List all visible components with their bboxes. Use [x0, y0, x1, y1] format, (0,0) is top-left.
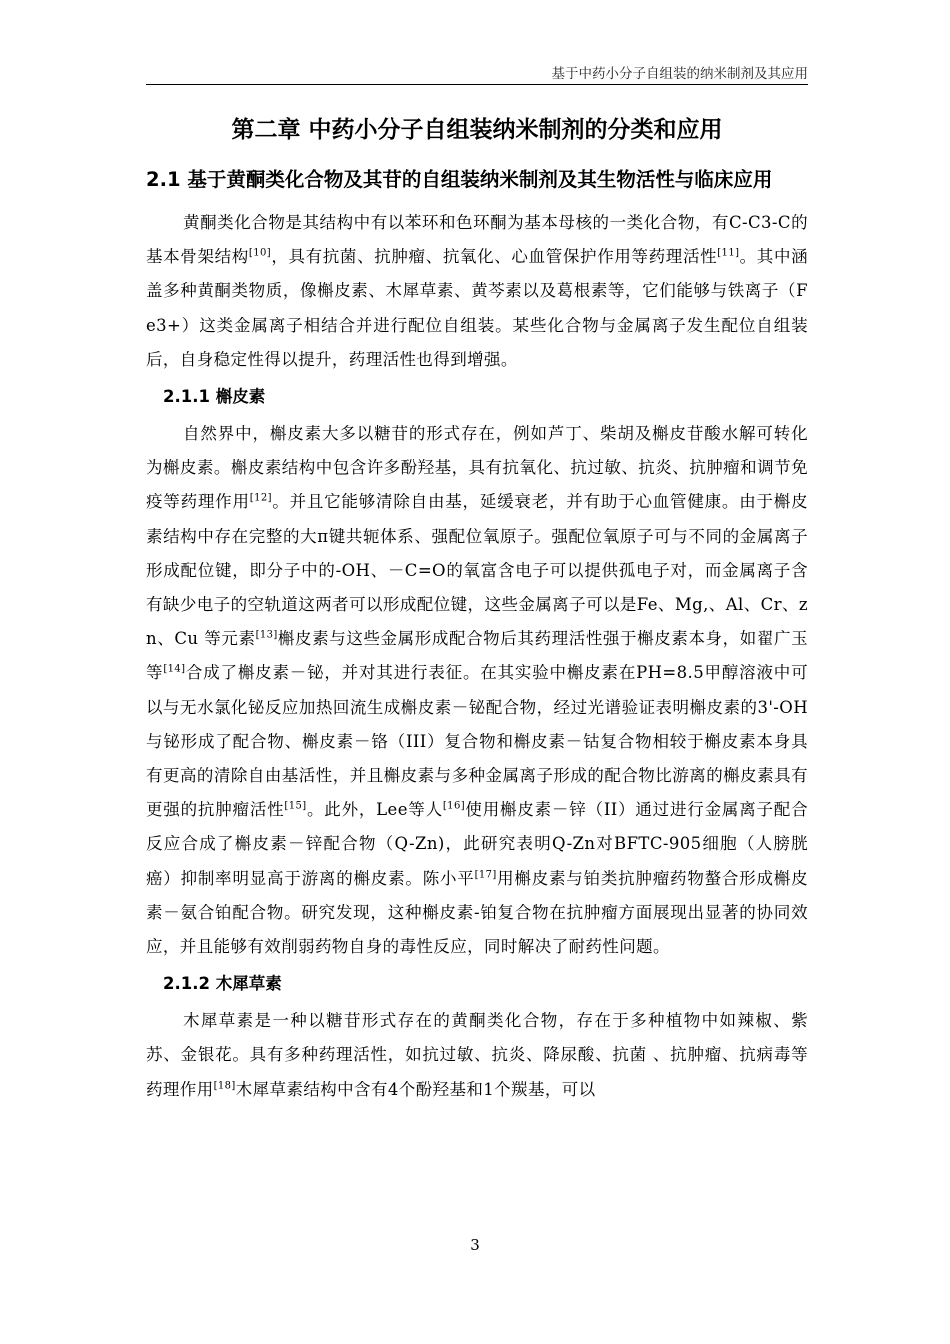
text-run: 使用槲皮素－锌（II）通过进行金属离子配合反应合成了槲皮素－锌配合物（Q-Zn)，此研究表明Q-Zn对BFTC-905细胞（人膀胱癌）抑制率明显高于游离的槲皮素。陈小平	[146, 800, 808, 888]
text-run: 。此外，Lee等人	[306, 800, 443, 820]
text-run: 木犀草素结构中含有4个酚羟基和1个羰基，可以	[235, 1079, 596, 1099]
citation: [18]	[213, 1080, 236, 1092]
citation: [17]	[474, 869, 497, 881]
citation: [15]	[284, 800, 307, 812]
subsection-title-quercetin: 2.1.1 槲皮素	[163, 387, 266, 407]
quercetin-paragraph	[146, 417, 808, 964]
header-rule	[146, 84, 808, 85]
page-number: 3	[470, 1236, 480, 1254]
text-run: 自然界中，槲皮素大多以糖苷的形式存在，例如芦丁、柴胡及槲皮苷酸水解可转化为槲皮素。槲皮素结构中包含许多酚羟基，具有抗氧化、抗过敏、抗炎、抗肿瘤和调节免疫等药理作用	[146, 424, 808, 512]
text-run: 槲皮素与这些金属形成配合物后其药理活性强于槲皮素本身，如翟广玉等	[146, 629, 808, 683]
page-body	[146, 110, 808, 1107]
luteolin-paragraph	[146, 1004, 808, 1107]
subsection-title-luteolin: 2.1.2 木犀草素	[163, 974, 282, 994]
text-run: 。其中涵盖多种黄酮类物质，像槲皮素、木犀草素、黄芩素以及葛根素等，它们能够与铁离子（Fe3+）这类金属离子相结合并进行配位自组装。某些化合物与金属离子发生配位自组装后，自身稳定性得以提升，药理活性也得到增强。	[146, 247, 808, 369]
citation: [13]	[255, 629, 278, 641]
text-run: 用槲皮素与铂类抗肿瘤药物螯合形成槲皮素－氨合铂配合物。研究发现，这种槲皮素-铂复合物在抗肿瘤方面展现出显著的协同效应，并且能够有效削弱药物自身的毒性反应，同时解决了耐药性问题。	[146, 868, 808, 957]
citation: [14]	[163, 663, 186, 675]
citation: [12]	[249, 492, 272, 504]
section-title: 2.1 基于黄酮类化合物及其苷的自组装纳米制剂及其生物活性与临床应用	[146, 168, 773, 191]
text-run: 。并且它能够清除自由基，延缓衰老，并有助于心血管健康。由于槲皮素结构中存在完整的大π键共轭体系、强配位氧原子。强配位氧原子可与不同的金属离子形成配位键，即分子中的-OH、－C=O的氧富含电子可以提供孤电子对，而金属离子含有缺少电子的空轨道这两者可以形成配位键，这些金属离子可以是Fe、Mg,、Al、Cr、zn、Cu 等元素	[146, 492, 808, 649]
text-run: 木犀草素是一种以糖苷形式存在的黄酮类化合物，存在于多种植物中如辣椒、紫苏、金银花。具有多种药理活性，如抗过敏、抗炎、降尿酸、抗菌 、抗肿瘤、抗病毒等药理作用	[146, 1011, 808, 1099]
running-header: 基于中药小分子自组装的纳米制剂及其应用	[551, 66, 808, 82]
chapter-title: 第二章 中药小分子自组装纳米制剂的分类和应用	[231, 117, 723, 143]
intro-paragraph	[146, 206, 808, 377]
citation: [11]	[717, 247, 740, 259]
citation: [16]	[442, 800, 466, 812]
text-run: 黄酮类化合物是其结构中有以苯环和色环酮为基本母核的一类化合物，有C-C3-C的基本骨架结构	[146, 213, 808, 267]
text-run: 合成了槲皮素－铋，并对其进行表征。在其实验中槲皮素在PH=8.5甲醇溶液中可以与无水氯化铋反应加热回流生成槲皮素－铋配合物，经过光谱验证表明槲皮素的3'-OH与铋形成了配合物、槲皮素－铬（III）复合物和槲皮素－钴复合物相较于槲皮素本身具有更高的清除自由基活性，并且槲皮素与多种金属离子形成的配合物比游离的槲皮素具有更强的抗肿瘤活性	[146, 663, 808, 820]
text-run: ，具有抗菌、抗肿瘤、抗氧化、心血管保护作用等药理活性	[271, 247, 718, 267]
citation: [10]	[248, 247, 272, 259]
